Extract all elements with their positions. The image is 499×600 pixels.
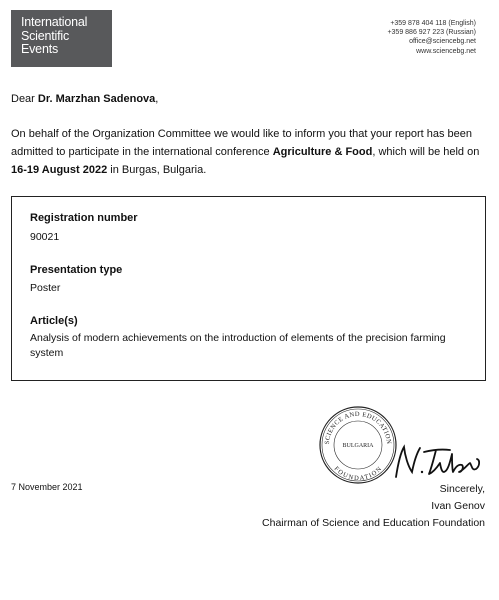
svg-text:FOUNDATION <box>333 465 384 482</box>
conference-name: Agriculture & Food <box>272 146 373 158</box>
foundation-seal <box>318 405 398 485</box>
email-address: office@sciencebg.net <box>409 38 476 46</box>
logo-line-3: Events <box>21 42 59 56</box>
salutation-prefix: Dear <box>11 93 38 105</box>
contact-info <box>387 19 476 56</box>
articles-value: Analysis of modern achievements on the introduction of elements of the precision farming system <box>30 332 446 359</box>
intro-text-2: , which will be held on <box>372 146 480 158</box>
organization-logo <box>11 10 112 67</box>
registration-number-label: Registration number <box>30 212 138 224</box>
registration-box <box>11 196 486 381</box>
website-address: www.sciencebg.net <box>416 47 476 55</box>
salutation <box>11 93 158 105</box>
presentation-type-label: Presentation type <box>30 264 123 276</box>
intro-text-1: On behalf of the Organization Committee we would like to inform you that your report has been admitted to participate in the international conference <box>11 128 473 158</box>
phone-english: +359 878 404 118 (English) <box>390 20 476 27</box>
closing-block <box>262 481 485 532</box>
logo-line-2: Scientific <box>21 28 70 43</box>
handwritten-signature <box>392 444 486 480</box>
recipient-name: Dr. Marzhan Sadenova <box>37 93 156 105</box>
intro-text-3: in Burgas, Bulgaria. <box>107 164 207 176</box>
presentation-type-value: Poster <box>30 282 61 294</box>
logo-line-1: International <box>21 15 88 29</box>
signer-name: Ivan Genov <box>431 500 485 512</box>
seal-bottom-text: FOUNDATION <box>332 465 384 483</box>
letter-date: 7 November 2021 <box>11 482 83 492</box>
salutation-suffix: , <box>155 93 159 105</box>
closing-sincerely: Sincerely, <box>439 483 485 495</box>
articles-label: Article(s) <box>30 315 78 327</box>
registration-number-value: 90021 <box>30 231 60 243</box>
intro-paragraph <box>11 125 487 179</box>
phone-russian: +359 886 927 223 (Russian) <box>387 29 476 37</box>
seal-top-text: SCIENCE AND EDUCATION <box>323 410 393 445</box>
signer-title: Chairman of Science and Education Foundation <box>262 517 485 529</box>
seal-center-text: BULGARIA <box>342 443 374 449</box>
conference-dates: 16-19 August 2022 <box>11 164 108 176</box>
